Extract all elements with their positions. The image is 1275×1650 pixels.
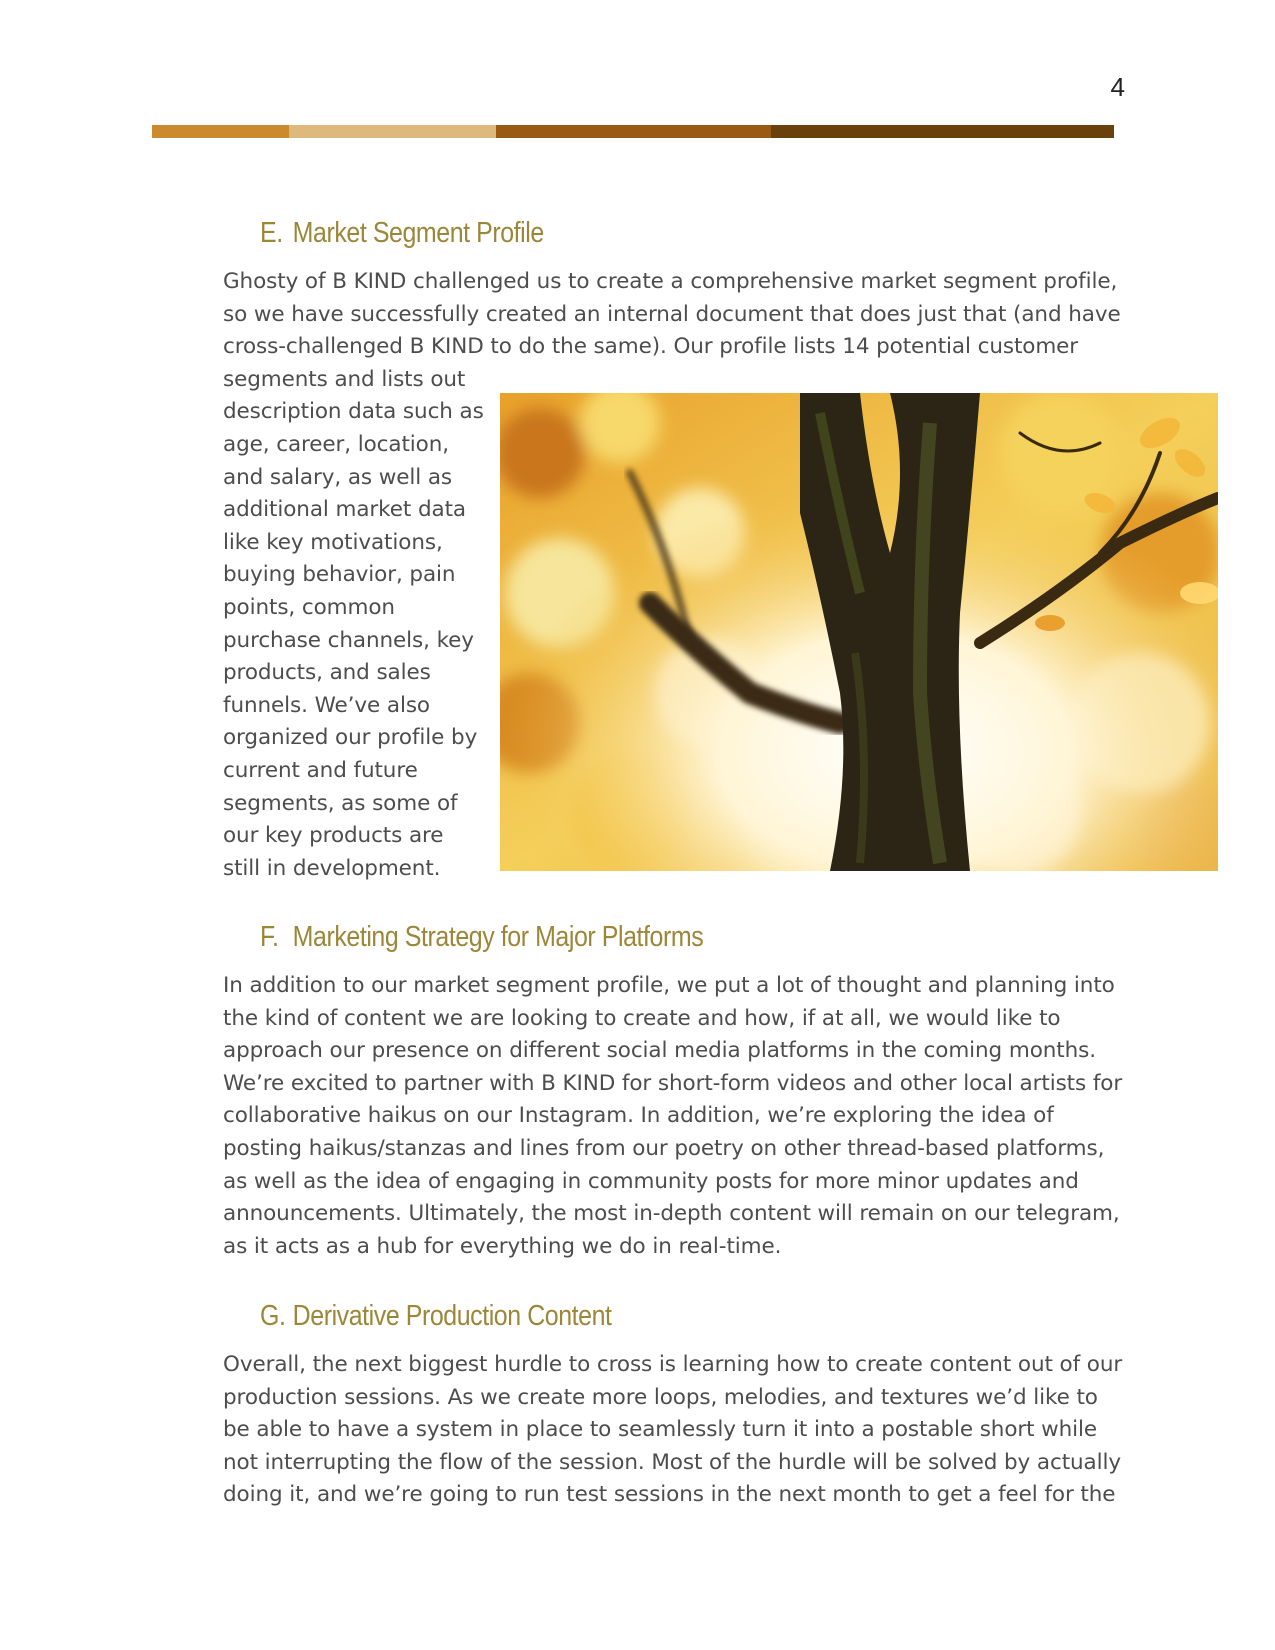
text-line: age, career, location, — [223, 431, 449, 457]
section-g-body — [223, 1349, 1123, 1512]
section-heading-g — [260, 1300, 612, 1333]
color-bar-segment — [771, 125, 1114, 138]
section-letter: E. — [260, 217, 283, 249]
text-line: our key products are — [223, 823, 444, 849]
text-line: doing it, and we’re going to run test sessions in the next month to get a feel for the — [223, 1482, 1116, 1508]
section-title: Marketing Strategy for Major Platforms — [292, 921, 704, 953]
text-line: like key motivations, — [223, 529, 443, 555]
text-line: production sessions. As we create more loops, melodies, and textures we’d like to — [223, 1384, 1098, 1410]
text-line: as it acts as a hub for everything we do in real-time. — [223, 1233, 782, 1259]
text-line: segments, as some of — [223, 790, 458, 816]
text-line: segments and lists out — [223, 366, 466, 392]
text-line: cross-challenged B KIND to do the same). Our profile lists 14 potential customer — [223, 334, 1079, 360]
text-line: collaborative haikus on our Instagram. In addition, we’re exploring the idea of — [223, 1103, 1054, 1129]
section-letter: G. — [260, 1300, 286, 1332]
section-f-body — [223, 970, 1123, 1263]
color-bar-segment — [496, 125, 771, 138]
text-line: points, common — [223, 594, 395, 620]
text-line: so we have successfully created an internal document that does just that (and have — [223, 301, 1121, 327]
color-bar-segment — [152, 125, 289, 138]
section-heading-f — [260, 921, 703, 954]
text-line: be able to have a system in place to seamlessly turn it into a postable short while — [223, 1417, 1098, 1443]
autumn-tree-photo — [500, 393, 1218, 871]
page-number: 4 — [1110, 72, 1125, 102]
text-line: still in development. — [223, 855, 441, 881]
text-line: Ghosty of B KIND challenged us to create a comprehensive market segment profile, — [223, 269, 1118, 294]
text-line: purchase channels, key — [223, 627, 474, 653]
text-line: products, and sales — [223, 660, 431, 686]
section-heading-e — [260, 217, 544, 250]
text-line: additional market data — [223, 497, 466, 523]
text-line: as well as the idea of engaging in community posts for more minor updates and — [223, 1168, 1079, 1194]
color-bar-segment — [289, 125, 496, 138]
text-line: posting haikus/stanzas and lines from our poetry on other thread-based platforms, — [223, 1135, 1105, 1161]
header-color-bar — [152, 125, 1114, 138]
text-line: organized our profile by — [223, 725, 478, 751]
section-title: Market Segment Profile — [292, 217, 544, 249]
text-line: and salary, as well as — [223, 464, 453, 490]
text-line: funnels. We’ve also — [223, 692, 430, 718]
text-line: not interrupting the flow of the session. Most of the hurdle will be solved by actually — [223, 1449, 1122, 1475]
text-line: the kind of content we are looking to create and how, if at all, we would like to — [223, 1005, 1061, 1031]
text-line: current and future — [223, 757, 418, 783]
text-line: approach our presence on different social media platforms in the coming months. — [223, 1038, 1096, 1064]
text-line: announcements. Ultimately, the most in-depth content will remain on our telegram, — [223, 1201, 1120, 1227]
section-title: Derivative Production Content — [292, 1300, 612, 1332]
text-line: In addition to our market segment profile, we put a lot of thought and planning into — [223, 973, 1115, 998]
text-line: We’re excited to partner with B KIND for short-form videos and other local artists for — [223, 1070, 1123, 1096]
text-line: buying behavior, pain — [223, 562, 456, 588]
text-line: Overall, the next biggest hurdle to cross is learning how to create content out of our — [223, 1352, 1123, 1377]
text-line: description data such as — [223, 399, 484, 425]
tree-image — [500, 393, 1218, 871]
section-letter: F. — [260, 921, 279, 953]
